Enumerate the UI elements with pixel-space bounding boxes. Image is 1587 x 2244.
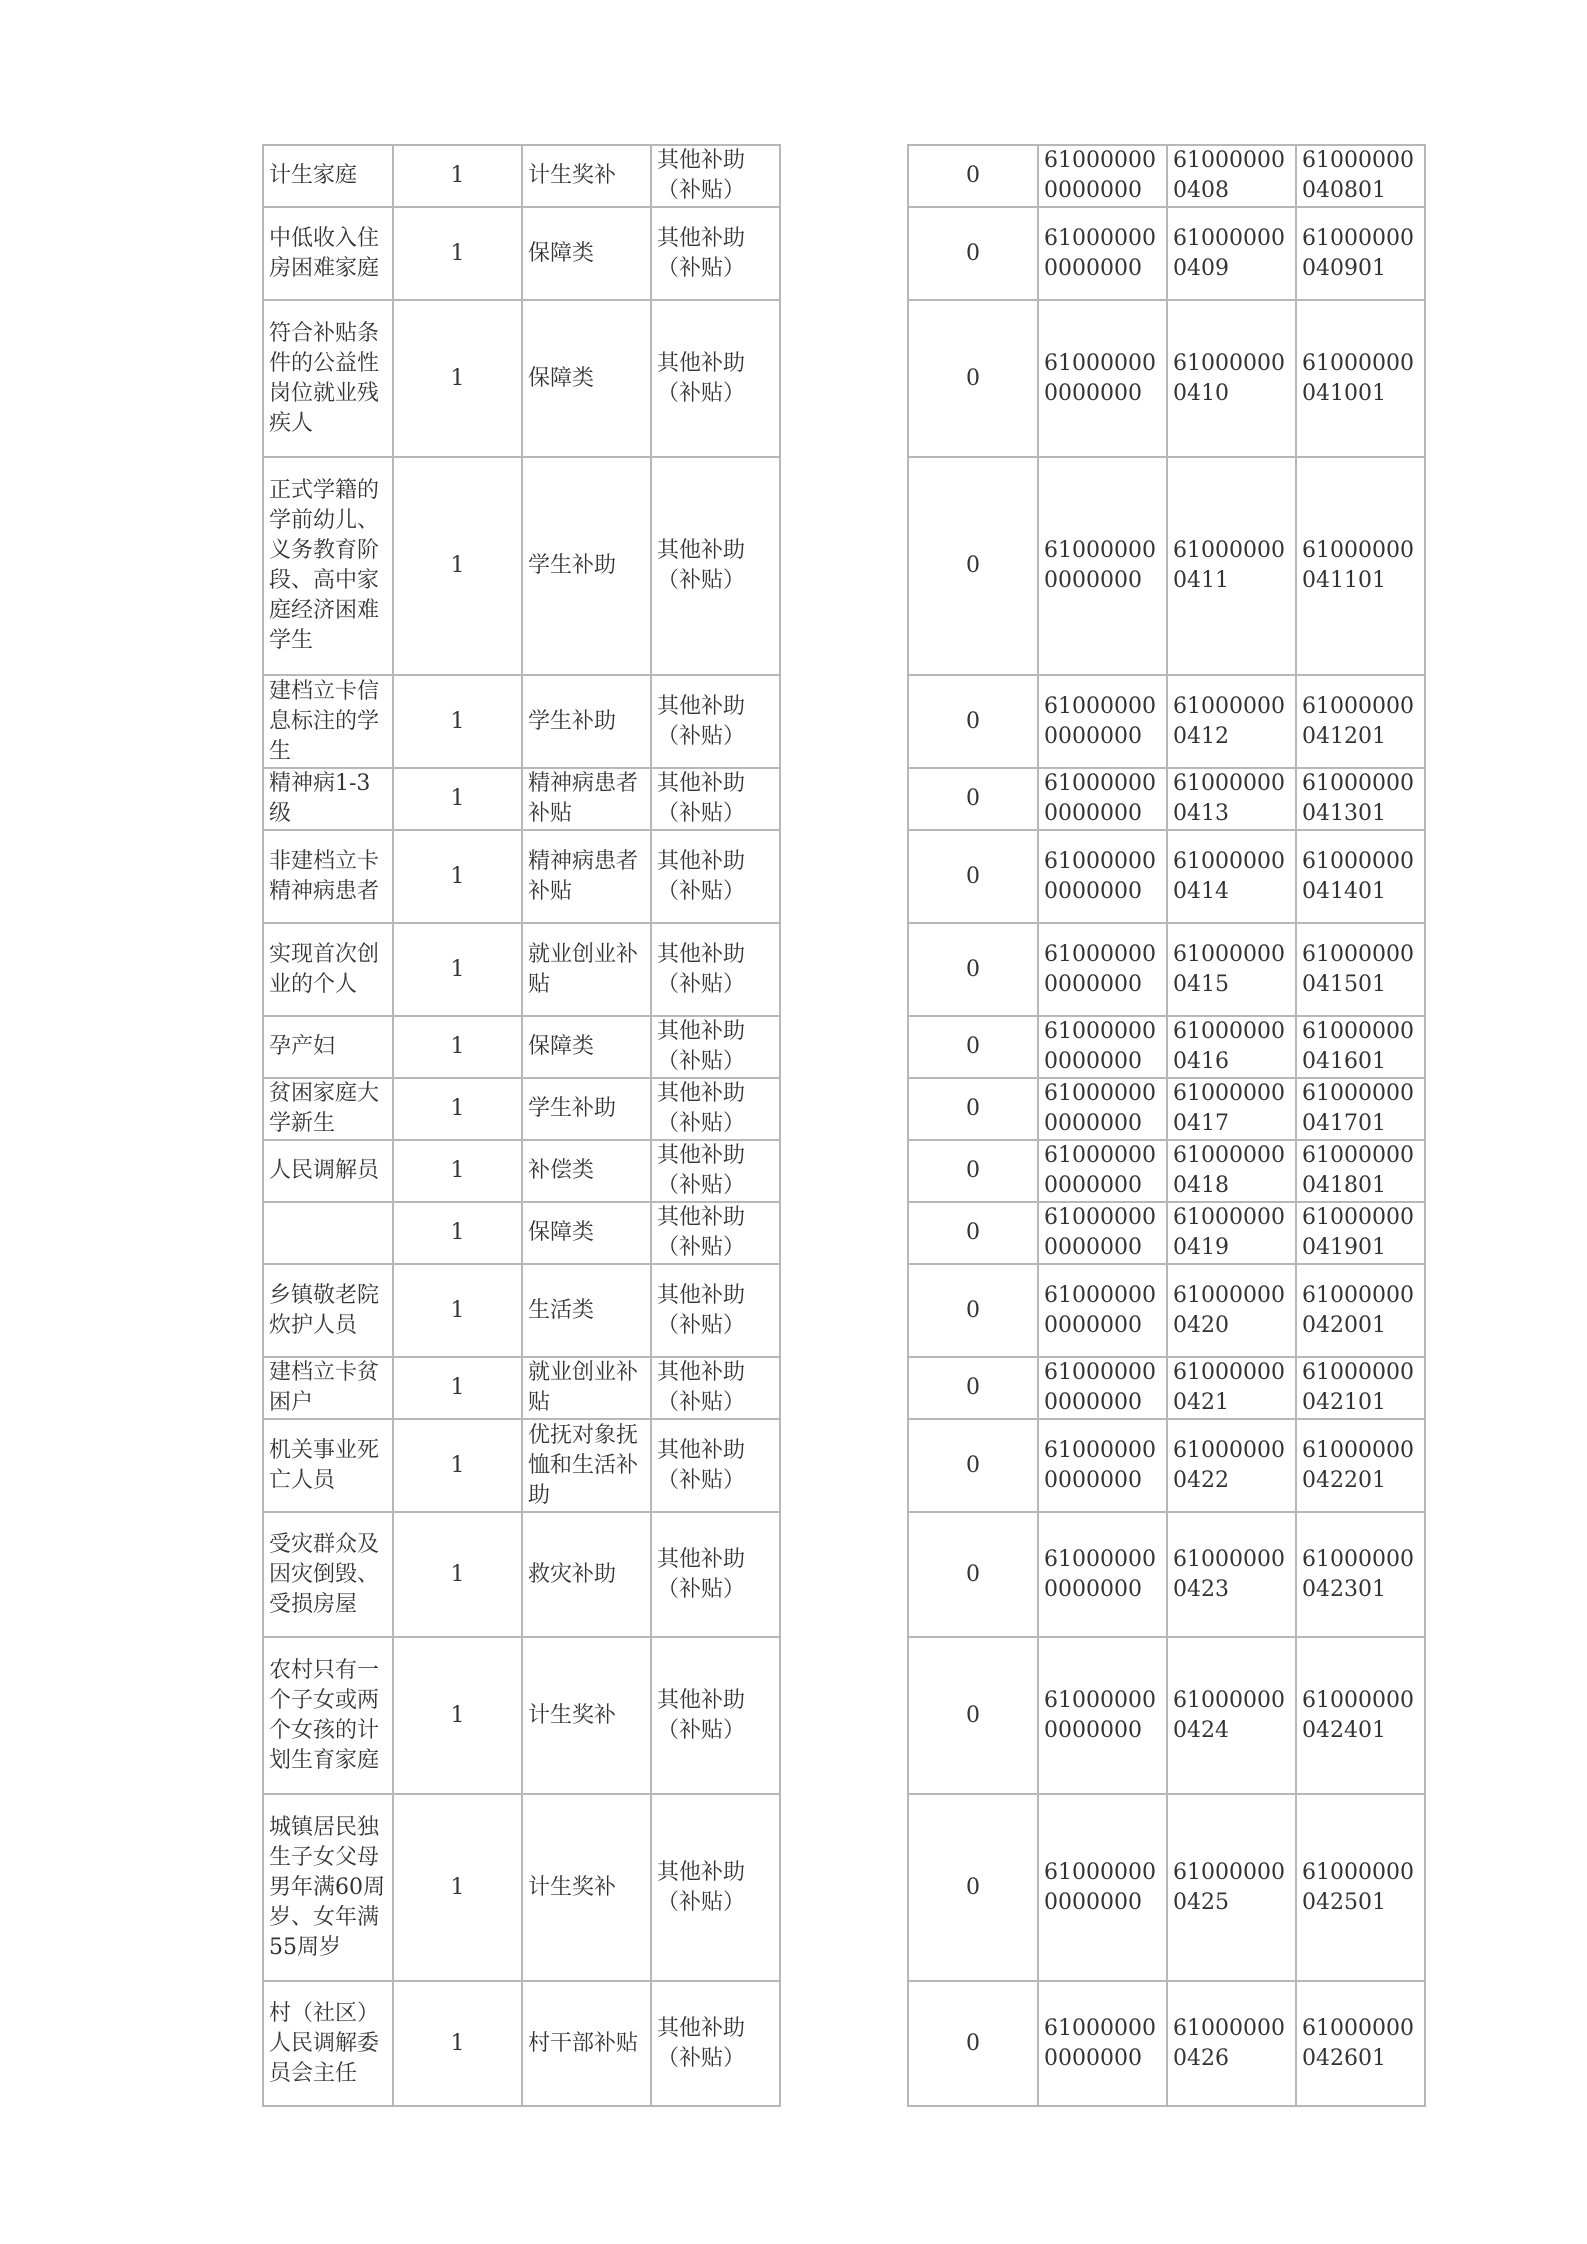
- count-cell: 1: [393, 1512, 522, 1637]
- category-cell: 学生补助: [522, 457, 651, 675]
- zero-cell: 0: [908, 1016, 1038, 1078]
- code-cell-1: 610000000000000: [1038, 1419, 1167, 1512]
- zero-cell: 0: [908, 207, 1038, 300]
- code-cell-1: 610000000000000: [1038, 457, 1167, 675]
- target-cell: 受灾群众及因灾倒毁、受损房屋: [263, 1512, 393, 1637]
- table-row: [263, 830, 780, 923]
- table-row: [908, 300, 1425, 457]
- count-cell: 1: [393, 300, 522, 457]
- code-cell-1: 610000000000000: [1038, 1512, 1167, 1637]
- zero-cell: 0: [908, 1637, 1038, 1794]
- table-row: [908, 768, 1425, 830]
- category-cell: 就业创业补贴: [522, 1357, 651, 1419]
- target-cell: 机关事业死亡人员: [263, 1419, 393, 1512]
- code-cell-2: 610000000410: [1167, 300, 1296, 457]
- count-cell: 1: [393, 1794, 522, 1981]
- code-cell-3: 61000000042001: [1296, 1264, 1425, 1357]
- code-cell-1: 610000000000000: [1038, 1016, 1167, 1078]
- subsidy-type-cell: 其他补助（补贴）: [651, 1419, 780, 1512]
- category-cell: 学生补助: [522, 1078, 651, 1140]
- table-row: [908, 1981, 1425, 2106]
- target-cell: 中低收入住房困难家庭: [263, 207, 393, 300]
- subsidy-type-cell: 其他补助（补贴）: [651, 207, 780, 300]
- target-cell: 农村只有一个子女或两个女孩的计划生育家庭: [263, 1637, 393, 1794]
- subsidy-type-cell: 其他补助（补贴）: [651, 1794, 780, 1981]
- zero-cell: 0: [908, 457, 1038, 675]
- left-table-body: [263, 145, 780, 2106]
- table-row: [908, 1202, 1425, 1264]
- table-row: [263, 1016, 780, 1078]
- zero-cell: 0: [908, 768, 1038, 830]
- table-row: [263, 1264, 780, 1357]
- table-row: [263, 1637, 780, 1794]
- category-cell: 补偿类: [522, 1140, 651, 1202]
- table-row: [263, 1981, 780, 2106]
- table-row: [263, 923, 780, 1016]
- code-cell-2: 610000000411: [1167, 457, 1296, 675]
- count-cell: 1: [393, 207, 522, 300]
- target-cell: 建档立卡贫困户: [263, 1357, 393, 1419]
- count-cell: 1: [393, 1981, 522, 2106]
- count-cell: 1: [393, 1637, 522, 1794]
- zero-cell: 0: [908, 1512, 1038, 1637]
- zero-cell: 0: [908, 1357, 1038, 1419]
- target-cell: 计生家庭: [263, 145, 393, 207]
- table-row: [263, 768, 780, 830]
- table-row: [908, 1794, 1425, 1981]
- code-cell-2: 610000000417: [1167, 1078, 1296, 1140]
- count-cell: 1: [393, 1016, 522, 1078]
- target-cell: 乡镇敬老院炊护人员: [263, 1264, 393, 1357]
- table-row: [908, 457, 1425, 675]
- code-cell-3: 61000000040901: [1296, 207, 1425, 300]
- count-cell: 1: [393, 457, 522, 675]
- code-cell-1: 610000000000000: [1038, 1981, 1167, 2106]
- table-row: [908, 1078, 1425, 1140]
- count-cell: 1: [393, 1357, 522, 1419]
- target-cell: 实现首次创业的个人: [263, 923, 393, 1016]
- table-row: [263, 1078, 780, 1140]
- code-cell-2: 610000000426: [1167, 1981, 1296, 2106]
- code-cell-1: 610000000000000: [1038, 1357, 1167, 1419]
- count-cell: 1: [393, 1419, 522, 1512]
- code-cell-2: 610000000416: [1167, 1016, 1296, 1078]
- subsidy-type-cell: 其他补助（补贴）: [651, 1981, 780, 2106]
- code-cell-1: 610000000000000: [1038, 675, 1167, 768]
- code-cell-3: 61000000041701: [1296, 1078, 1425, 1140]
- subsidy-type-cell: 其他补助（补贴）: [651, 675, 780, 768]
- code-cell-3: 61000000040801: [1296, 145, 1425, 207]
- code-cell-3: 61000000042501: [1296, 1794, 1425, 1981]
- target-cell: 符合补贴条件的公益性岗位就业残疾人: [263, 300, 393, 457]
- table-row: [263, 1419, 780, 1512]
- target-cell: [263, 1202, 393, 1264]
- zero-cell: 0: [908, 1981, 1038, 2106]
- code-cell-1: 610000000000000: [1038, 1264, 1167, 1357]
- zero-cell: 0: [908, 1419, 1038, 1512]
- target-cell: 城镇居民独生子女父母男年满60周岁、女年满55周岁: [263, 1794, 393, 1981]
- count-cell: 1: [393, 675, 522, 768]
- code-cell-1: 610000000000000: [1038, 1140, 1167, 1202]
- code-cell-3: 61000000041901: [1296, 1202, 1425, 1264]
- target-cell: 村（社区）人民调解委员会主任: [263, 1981, 393, 2106]
- code-cell-2: 610000000413: [1167, 768, 1296, 830]
- target-cell: 贫困家庭大学新生: [263, 1078, 393, 1140]
- code-cell-2: 610000000409: [1167, 207, 1296, 300]
- table-row: [263, 1357, 780, 1419]
- table-row: [908, 207, 1425, 300]
- code-cell-3: 61000000041301: [1296, 768, 1425, 830]
- category-cell: 计生奖补: [522, 145, 651, 207]
- code-cell-1: 610000000000000: [1038, 923, 1167, 1016]
- count-cell: 1: [393, 1202, 522, 1264]
- subsidy-type-cell: 其他补助（补贴）: [651, 300, 780, 457]
- target-cell: 建档立卡信息标注的学生: [263, 675, 393, 768]
- category-cell: 学生补助: [522, 675, 651, 768]
- category-cell: 就业创业补贴: [522, 923, 651, 1016]
- count-cell: 1: [393, 145, 522, 207]
- table-row: [263, 1512, 780, 1637]
- subsidy-type-cell: 其他补助（补贴）: [651, 1512, 780, 1637]
- code-cell-1: 610000000000000: [1038, 1202, 1167, 1264]
- code-cell-1: 610000000000000: [1038, 1078, 1167, 1140]
- code-cell-2: 610000000423: [1167, 1512, 1296, 1637]
- code-cell-2: 610000000408: [1167, 145, 1296, 207]
- subsidy-type-cell: 其他补助（补贴）: [651, 923, 780, 1016]
- table-row: [908, 830, 1425, 923]
- count-cell: 1: [393, 1078, 522, 1140]
- code-cell-1: 610000000000000: [1038, 1637, 1167, 1794]
- code-cell-3: 61000000041001: [1296, 300, 1425, 457]
- zero-cell: 0: [908, 1794, 1038, 1981]
- table-row: [263, 1202, 780, 1264]
- category-cell: 生活类: [522, 1264, 651, 1357]
- table-row: [908, 1357, 1425, 1419]
- target-cell: 正式学籍的学前幼儿、义务教育阶段、高中家庭经济困难学生: [263, 457, 393, 675]
- zero-cell: 0: [908, 300, 1038, 457]
- subsidy-type-cell: 其他补助（补贴）: [651, 457, 780, 675]
- table-row: [263, 1140, 780, 1202]
- code-cell-3: 61000000041501: [1296, 923, 1425, 1016]
- zero-cell: 0: [908, 675, 1038, 768]
- code-cell-3: 61000000041201: [1296, 675, 1425, 768]
- code-cell-3: 61000000041601: [1296, 1016, 1425, 1078]
- code-cell-1: 610000000000000: [1038, 830, 1167, 923]
- table-row: [908, 923, 1425, 1016]
- zero-cell: 0: [908, 923, 1038, 1016]
- code-cell-2: 610000000415: [1167, 923, 1296, 1016]
- subsidy-type-cell: 其他补助（补贴）: [651, 830, 780, 923]
- right-table-body: [908, 145, 1425, 2106]
- count-cell: 1: [393, 768, 522, 830]
- category-cell: 保障类: [522, 300, 651, 457]
- table-row: [263, 207, 780, 300]
- category-cell: 保障类: [522, 207, 651, 300]
- subsidy-type-cell: 其他补助（补贴）: [651, 1140, 780, 1202]
- subsidy-type-cell: 其他补助（补贴）: [651, 1202, 780, 1264]
- code-cell-2: 610000000412: [1167, 675, 1296, 768]
- left-table: [262, 144, 781, 2107]
- zero-cell: 0: [908, 1202, 1038, 1264]
- code-cell-1: 610000000000000: [1038, 145, 1167, 207]
- subsidy-type-cell: 其他补助（补贴）: [651, 1264, 780, 1357]
- code-cell-2: 610000000424: [1167, 1637, 1296, 1794]
- code-cell-3: 61000000042201: [1296, 1419, 1425, 1512]
- table-row: [908, 1140, 1425, 1202]
- target-cell: 非建档立卡精神病患者: [263, 830, 393, 923]
- category-cell: 精神病患者补贴: [522, 768, 651, 830]
- code-cell-1: 610000000000000: [1038, 300, 1167, 457]
- table-row: [908, 1264, 1425, 1357]
- count-cell: 1: [393, 923, 522, 1016]
- code-cell-2: 610000000425: [1167, 1794, 1296, 1981]
- target-cell: 人民调解员: [263, 1140, 393, 1202]
- code-cell-2: 610000000414: [1167, 830, 1296, 923]
- subsidy-type-cell: 其他补助（补贴）: [651, 145, 780, 207]
- category-cell: 救灾补助: [522, 1512, 651, 1637]
- category-cell: 保障类: [522, 1016, 651, 1078]
- code-cell-2: 610000000418: [1167, 1140, 1296, 1202]
- zero-cell: 0: [908, 1078, 1038, 1140]
- count-cell: 1: [393, 1264, 522, 1357]
- table-row: [263, 300, 780, 457]
- table-row: [908, 1512, 1425, 1637]
- subsidy-type-cell: 其他补助（补贴）: [651, 768, 780, 830]
- table-row: [263, 457, 780, 675]
- category-cell: 精神病患者补贴: [522, 830, 651, 923]
- code-cell-3: 61000000042101: [1296, 1357, 1425, 1419]
- code-cell-1: 610000000000000: [1038, 207, 1167, 300]
- table-row: [263, 675, 780, 768]
- table-row: [908, 1419, 1425, 1512]
- code-cell-1: 610000000000000: [1038, 768, 1167, 830]
- subsidy-type-cell: 其他补助（补贴）: [651, 1016, 780, 1078]
- subsidy-type-cell: 其他补助（补贴）: [651, 1637, 780, 1794]
- code-cell-3: 61000000042301: [1296, 1512, 1425, 1637]
- code-cell-3: 61000000041401: [1296, 830, 1425, 923]
- code-cell-3: 61000000041101: [1296, 457, 1425, 675]
- zero-cell: 0: [908, 1264, 1038, 1357]
- zero-cell: 0: [908, 145, 1038, 207]
- code-cell-2: 610000000422: [1167, 1419, 1296, 1512]
- code-cell-2: 610000000421: [1167, 1357, 1296, 1419]
- count-cell: 1: [393, 1140, 522, 1202]
- category-cell: 计生奖补: [522, 1637, 651, 1794]
- count-cell: 1: [393, 830, 522, 923]
- code-cell-2: 610000000420: [1167, 1264, 1296, 1357]
- category-cell: 保障类: [522, 1202, 651, 1264]
- table-row: [908, 145, 1425, 207]
- code-cell-3: 61000000042601: [1296, 1981, 1425, 2106]
- category-cell: 村干部补贴: [522, 1981, 651, 2106]
- zero-cell: 0: [908, 1140, 1038, 1202]
- subsidy-type-cell: 其他补助（补贴）: [651, 1078, 780, 1140]
- category-cell: 优抚对象抚恤和生活补助: [522, 1419, 651, 1512]
- right-table: [907, 144, 1426, 2107]
- code-cell-3: 61000000042401: [1296, 1637, 1425, 1794]
- code-cell-3: 61000000041801: [1296, 1140, 1425, 1202]
- table-row: [263, 1794, 780, 1981]
- target-cell: 精神病1-3级: [263, 768, 393, 830]
- zero-cell: 0: [908, 830, 1038, 923]
- code-cell-2: 610000000419: [1167, 1202, 1296, 1264]
- code-cell-1: 610000000000000: [1038, 1794, 1167, 1981]
- category-cell: 计生奖补: [522, 1794, 651, 1981]
- table-row: [263, 145, 780, 207]
- table-row: [908, 1637, 1425, 1794]
- table-row: [908, 1016, 1425, 1078]
- table-row: [908, 675, 1425, 768]
- subsidy-type-cell: 其他补助（补贴）: [651, 1357, 780, 1419]
- target-cell: 孕产妇: [263, 1016, 393, 1078]
